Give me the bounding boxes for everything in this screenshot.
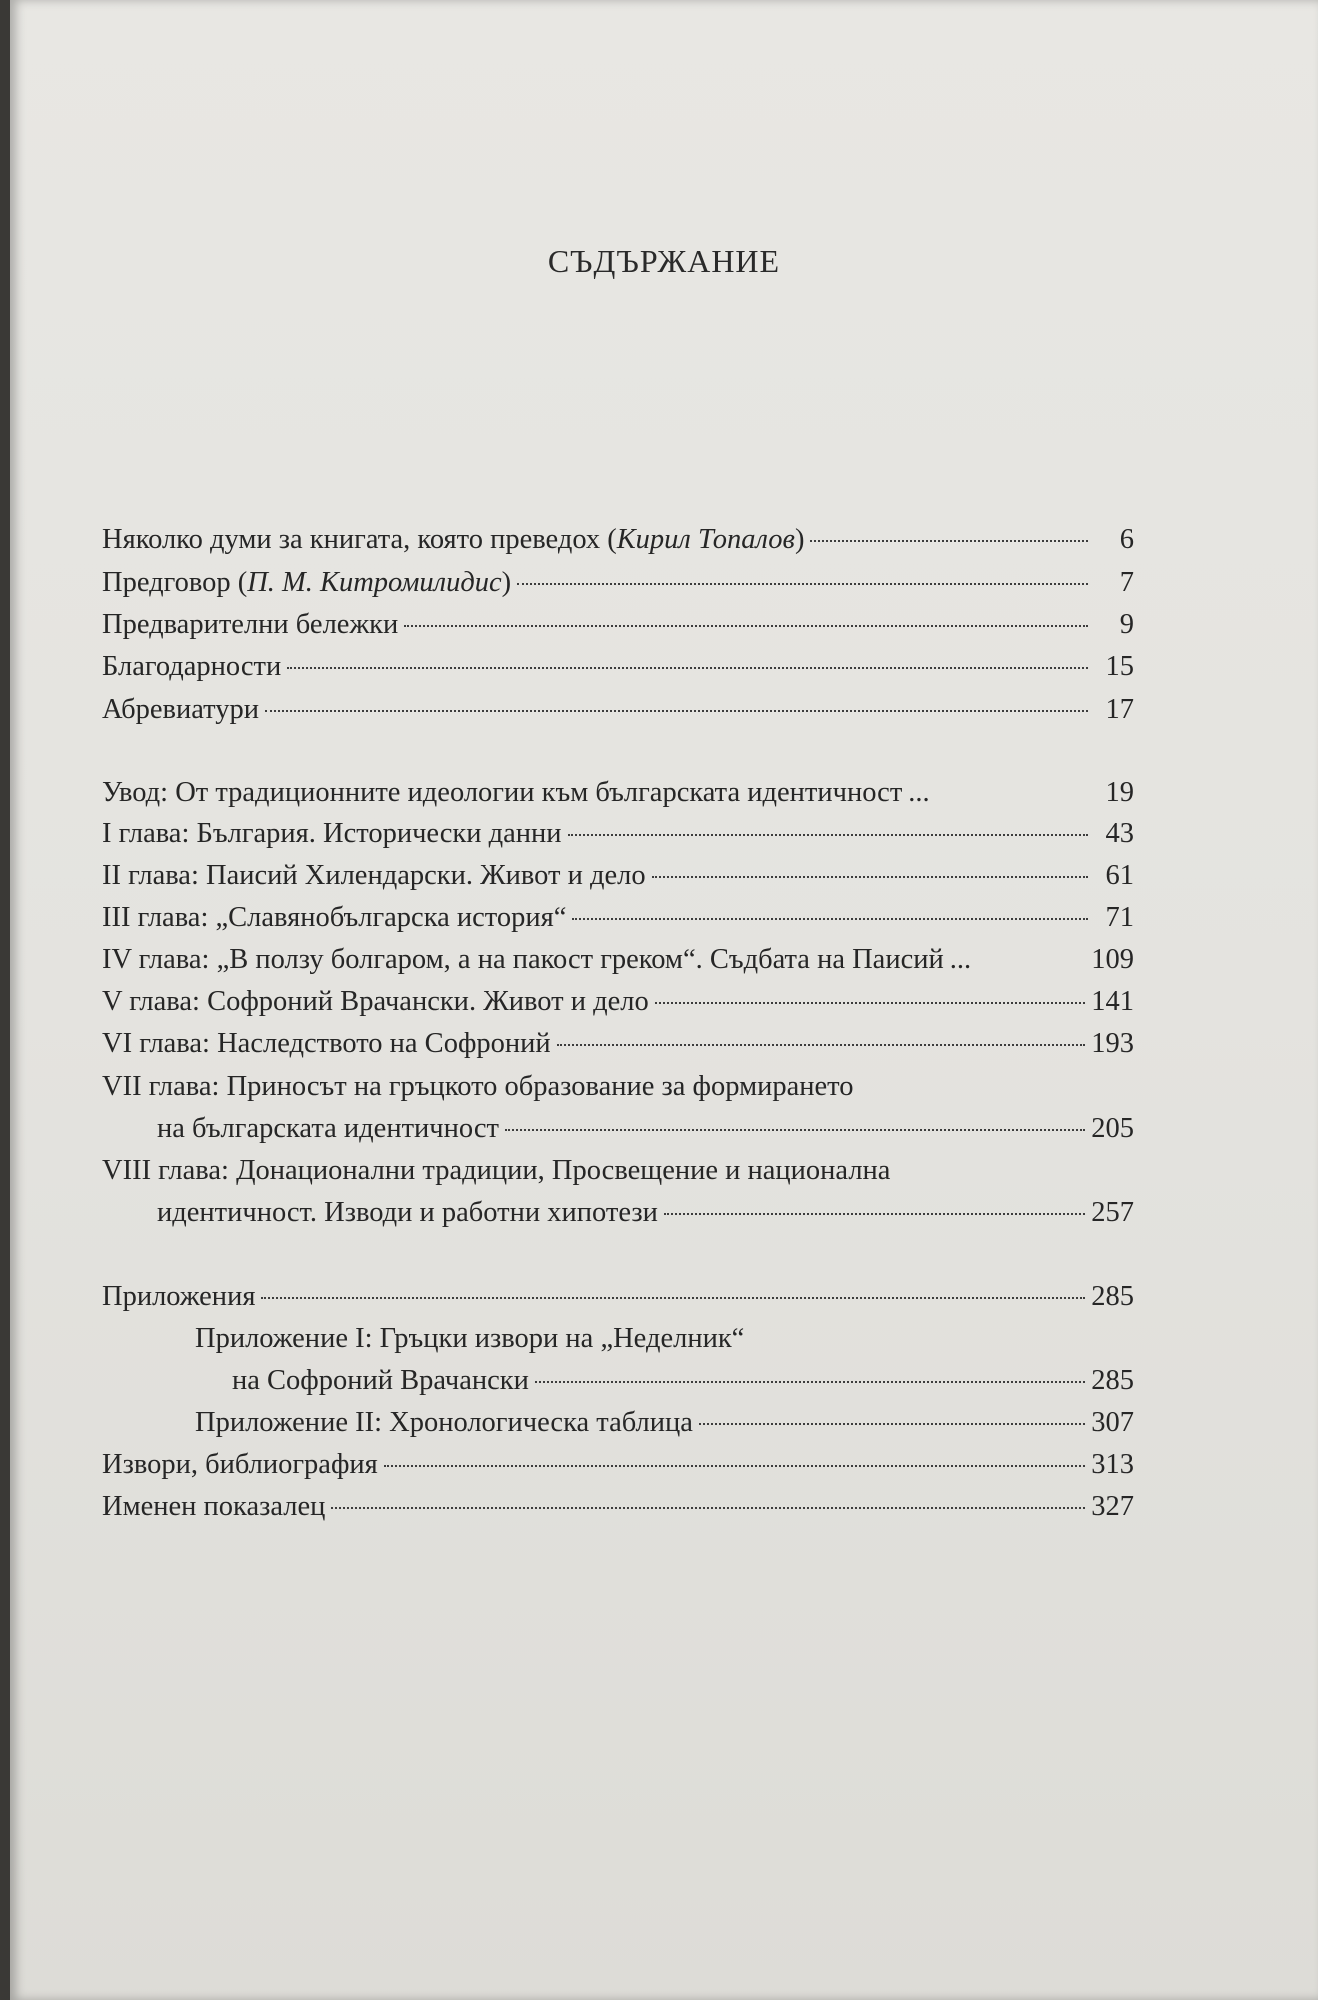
toc-entry-foreword-translator — [102, 524, 1134, 564]
dot-leader — [265, 710, 1088, 712]
toc-page-number: 6 — [1119, 524, 1134, 555]
dot-leader — [699, 1423, 1085, 1425]
toc-entry-label: Няколко думи за книгата, която преведох (Кирил Топалов) — [102, 524, 805, 555]
table-of-contents — [10, 0, 1318, 2000]
toc-entry-chapter-8-line1: VIII глава: Донационални традиции, Просвещение и национална — [102, 1155, 891, 1186]
dot-leader — [517, 583, 1088, 585]
toc-entry-chapter-3 — [102, 902, 1134, 942]
dot-leader — [261, 1297, 1085, 1299]
toc-entry-acknowledgements — [102, 651, 1134, 691]
toc-page-number: 257 — [1091, 1197, 1134, 1228]
toc-page-number: 285 — [1091, 1365, 1134, 1396]
toc-entry-label: Приложение II: Хронологическа таблица — [195, 1407, 693, 1438]
dot-leader — [664, 1213, 1085, 1215]
dot-leader — [568, 834, 1088, 836]
toc-entry-label: Предговор (П. М. Китромилидис) — [102, 567, 512, 598]
toc-entry-chapter-2 — [102, 860, 1134, 900]
toc-entry-appendix-2 — [195, 1407, 1134, 1447]
toc-entry-chapter-7-line1: VII глава: Приносът на гръцкото образование за формирането — [102, 1071, 854, 1102]
toc-entry-label: Предварителни бележки — [102, 609, 399, 640]
toc-page-number: 327 — [1091, 1491, 1134, 1522]
dot-leader — [557, 1044, 1086, 1046]
toc-entry-label: II глава: Паисий Хилендарски. Живот и дело — [102, 860, 646, 891]
toc-entry-label: идентичност. Изводи и работни хипотези — [157, 1197, 658, 1228]
toc-page-number: 43 — [1105, 818, 1134, 849]
toc-entry-label: Извори, библиография — [102, 1449, 378, 1480]
toc-entry-abbreviations — [102, 694, 1134, 734]
dot-leader — [535, 1381, 1085, 1383]
toc-page-number: 193 — [1091, 1028, 1134, 1059]
dot-leader — [655, 1002, 1086, 1004]
dot-leader — [287, 667, 1088, 669]
dot-leader — [505, 1129, 1085, 1131]
toc-entry-label: Увод: От традиционните идеологии към българската идентичност — [102, 777, 903, 808]
toc-entry-appendices — [102, 1281, 1134, 1321]
toc-entry-chapter-7 — [157, 1113, 1134, 1153]
toc-page-number: 109 — [1091, 944, 1134, 975]
toc-entry-label: Приложения — [102, 1281, 256, 1312]
dot-leader — [384, 1465, 1085, 1467]
toc-page-number: 71 — [1105, 902, 1134, 933]
ellipsis-leader: ... — [908, 777, 930, 808]
toc-entry-bibliography — [102, 1449, 1134, 1489]
book-page — [10, 0, 1318, 2000]
toc-entry-label: Абревиатури — [102, 694, 259, 725]
toc-entry-appendix-1-line1: Приложение I: Гръцки извори на „Неделник“ — [195, 1323, 745, 1354]
toc-entry-chapter-1 — [102, 818, 1134, 858]
toc-page-number: 7 — [1119, 567, 1134, 598]
toc-entry-label: VI глава: Наследството на Софроний — [102, 1028, 551, 1059]
ellipsis-leader: ... — [949, 944, 972, 975]
page-title: СЪДЪРЖАНИЕ — [547, 243, 781, 279]
toc-entry-introduction — [102, 777, 1134, 817]
dot-leader — [572, 918, 1088, 920]
toc-entry-label: I глава: България. Исторически данни — [102, 818, 562, 849]
toc-entry-index — [102, 1491, 1134, 1531]
toc-page-number: 9 — [1119, 609, 1134, 640]
toc-entry-chapter-5 — [102, 986, 1134, 1026]
toc-page-number: 15 — [1105, 651, 1134, 682]
toc-entry-label: V глава: Софроний Врачански. Живот и дело — [102, 986, 649, 1017]
toc-entry-label: IV глава: „В ползу болгаром, а на пакост греком“. Съдбата на Паисий — [102, 944, 944, 975]
toc-page-number: 17 — [1105, 694, 1134, 725]
toc-entry-chapter-4 — [102, 944, 1134, 984]
dot-leader — [810, 540, 1088, 542]
toc-page-number: 61 — [1105, 860, 1134, 891]
toc-entry-label: на Софроний Врачански — [232, 1365, 529, 1396]
toc-page-number: 205 — [1091, 1113, 1134, 1144]
toc-entry-appendix-1 — [232, 1365, 1134, 1405]
dot-leader — [331, 1507, 1085, 1509]
toc-entry-preliminary-notes — [102, 609, 1134, 649]
dot-leader — [652, 876, 1088, 878]
toc-entry-label: на българската идентичност — [157, 1113, 499, 1144]
toc-page-number: 285 — [1091, 1281, 1134, 1312]
toc-entry-preface — [102, 567, 1134, 607]
toc-entry-label: Именен показалец — [102, 1491, 326, 1522]
toc-entry-label: III глава: „Славянобългарска история“ — [102, 902, 567, 933]
dot-leader — [404, 625, 1088, 627]
toc-entry-chapter-8 — [157, 1197, 1134, 1237]
toc-page-number: 313 — [1091, 1449, 1134, 1480]
toc-entry-label: Благодарности — [102, 651, 282, 682]
toc-page-number: 307 — [1091, 1407, 1134, 1438]
toc-page-number: 19 — [1105, 777, 1134, 808]
toc-entry-chapter-6 — [102, 1028, 1134, 1068]
toc-page-number: 141 — [1091, 986, 1134, 1017]
